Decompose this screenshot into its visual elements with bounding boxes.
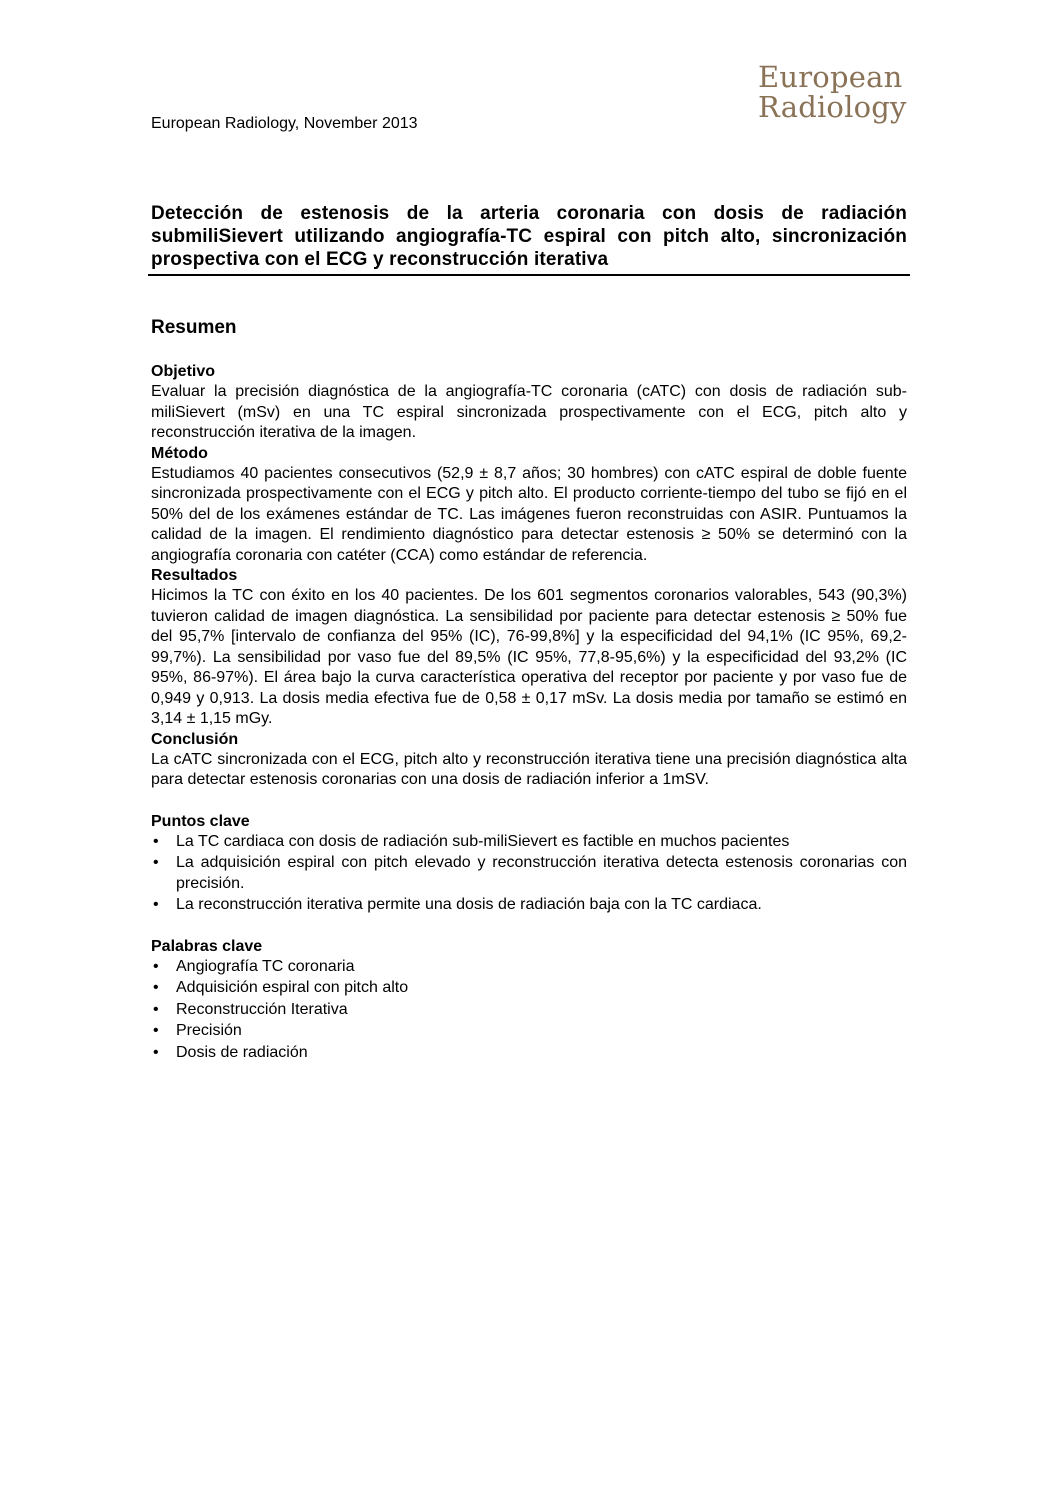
key-points-section [151,812,907,916]
journal-date-line: European Radiology, November 2013 [151,115,418,132]
section-text-conclusion: La cATC sincronizada con el ECG, pitch alto y reconstrucción iterativa tiene una precisión diagnóstica alta para detectar estenosis coronarias con una dosis de radiación inferior a 1mSV. [151,750,907,788]
bullet-icon: • [153,896,159,913]
abstract-section-metodo [151,444,907,567]
key-point-text: La adquisición espiral con pitch elevado y reconstrucción iterativa detecta estenosis coronarias con precisión. [176,854,907,892]
bullet-icon: • [153,832,159,850]
list-item [151,978,907,999]
keywords-list [151,957,907,1064]
keywords-section [151,937,907,1064]
list-item [151,1000,907,1021]
section-text-metodo: Estudiamos 40 pacientes consecutivos (52,9 ± 8,7 años; 30 hombres) con cATC espiral de doble fuente sincronizada prospectivamente con el ECG y pitch alto. El producto corriente-tiempo del tubo se fijó en el 50% del de los exámenes estándar de TC. Las imágenes fueron reconstruidas con ASIR. Puntuamos la calidad de la imagen. El rendimiento diagnóstico para detectar estenosis ≥ 50% se determinó con la angiografía coronaria con catéter (CCA) como estándar de referencia. [151,464,907,564]
logo-line-2: Radiology [758,90,907,124]
keyword-text: Angiografía TC coronaria [176,957,355,975]
bullet-icon: • [153,854,159,871]
abstract-section-conclusion [151,730,907,791]
bullet-icon: • [153,957,159,975]
list-item [151,853,907,894]
logo-line-1: European [758,60,903,94]
title-underline [148,274,910,276]
section-heading-resultados: Resultados [151,567,238,584]
article-title: Detección de estenosis de la arteria coronaria con dosis de radiación submiliSievert utilizando angiografía-TC espiral con pitch alto, sincronización prospectiva con el ECG y reconstrucción iterativa [151,203,907,270]
journal-logo [758,62,938,122]
section-text-objetivo: Evaluar la precisión diagnóstica de la angiografía-TC coronaria (cATC) con dosis de radiación sub-miliSievert (mSv) en una TC espiral sincronizada prospectivamente con el ECG, pitch alto y reconstrucción iterativa de la imagen. [151,383,907,441]
keywords-heading: Palabras clave [151,937,263,955]
bullet-icon: • [153,1000,159,1018]
keyword-text: Precisión [176,1022,242,1039]
bullet-icon: • [153,1043,159,1061]
section-heading-conclusion: Conclusión [151,730,239,748]
key-point-text: La TC cardiaca con dosis de radiación sub-miliSievert es factible en muchos pacientes [176,832,790,850]
keyword-text: Reconstrucción Iterativa [176,1000,348,1018]
key-points-list [151,832,907,916]
abstract-section-resultados [151,566,907,730]
key-points-heading: Puntos clave [151,812,250,830]
bullet-icon: • [153,1022,159,1039]
list-item [151,957,907,978]
list-item [151,895,907,916]
keyword-text: Adquisición espiral con pitch alto [176,979,409,996]
bullet-icon: • [153,979,159,996]
section-text-resultados: Hicimos la TC con éxito en los 40 pacientes. De los 601 segmentos coronarios valorables, 543 (90,3%) tuvieron calidad de imagen diagnóstica. La sensibilidad por paciente para detectar estenosis ≥ 50% fue del 95,7% [intervalo de confianza del 95% (IC), 76-99,8%] y la especificidad del 94,1% (IC 95%, 69,2-99,7%). La sensibilidad por vaso fue del 89,5% (IC 95%, 77,8-95,6%) y la especificidad del 93,2% (IC 95%, 86-97%). El área bajo la curva característica operativa del receptor por paciente y por vaso fue de 0,949 y 0,913. La dosis media efectiva fue de 0,58 ± 0,17 mSv. La dosis media por tamaño se estimó en 3,14 ± 1,15 mGy. [151,587,907,727]
keyword-text: Dosis de radiación [176,1043,308,1061]
list-item [151,1043,907,1064]
abstract-section-objetivo [151,362,907,444]
article-body [151,202,907,1064]
section-heading-objetivo: Objetivo [151,363,216,380]
list-item [151,1021,907,1042]
key-point-text: La reconstrucción iterativa permite una dosis de radiación baja con la TC cardiaca. [176,896,762,913]
list-item [151,832,907,853]
section-heading-metodo: Método [151,444,208,462]
abstract-heading: Resumen [151,317,237,338]
